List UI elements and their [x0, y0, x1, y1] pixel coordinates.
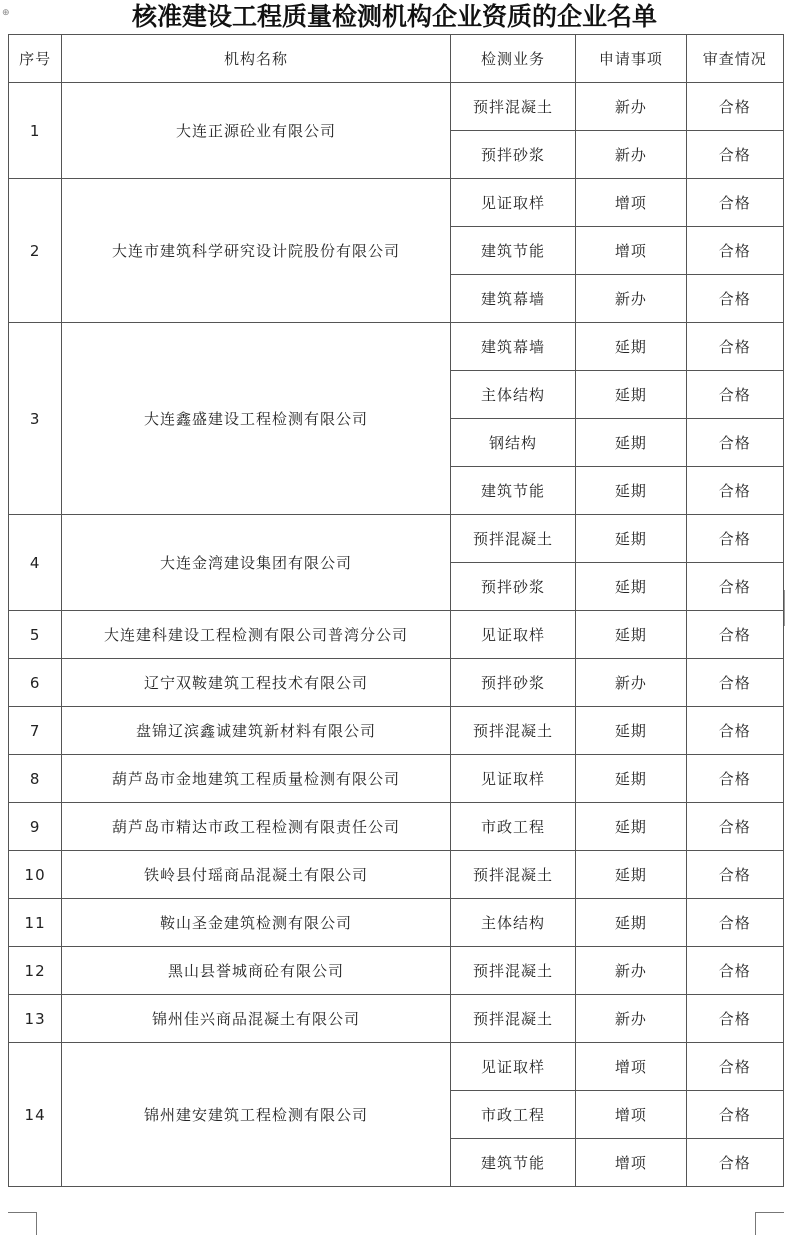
cell-review: 合格: [686, 515, 783, 563]
cell-no: 5: [9, 611, 62, 659]
cell-business: 钢结构: [450, 419, 575, 467]
cell-review: 合格: [686, 371, 783, 419]
cell-review: 合格: [686, 899, 783, 947]
cell-review: 合格: [686, 803, 783, 851]
table-row: [9, 851, 784, 899]
cell-review: 合格: [686, 179, 783, 227]
table-row: [9, 803, 784, 851]
table-row: [9, 1043, 784, 1091]
cell-no: 2: [9, 179, 62, 323]
table-row: [9, 899, 784, 947]
cell-company-name: 黑山县誉城商砼有限公司: [62, 947, 451, 995]
header-matter: 申请事项: [576, 35, 686, 83]
cell-matter: 新办: [576, 83, 686, 131]
table-row: [9, 179, 784, 227]
cell-business: 预拌混凝土: [450, 515, 575, 563]
page-corner-mark-right: [755, 1212, 784, 1235]
cell-business: 见证取样: [450, 1043, 575, 1091]
cell-review: 合格: [686, 1043, 783, 1091]
cell-review: 合格: [686, 659, 783, 707]
cell-review: 合格: [686, 275, 783, 323]
cell-business: 市政工程: [450, 803, 575, 851]
cell-no: 9: [9, 803, 62, 851]
header-review: 审查情况: [686, 35, 783, 83]
cell-review: 合格: [686, 131, 783, 179]
cell-company-name: 辽宁双鞍建筑工程技术有限公司: [62, 659, 451, 707]
cell-review: 合格: [686, 707, 783, 755]
cell-matter: 增项: [576, 1091, 686, 1139]
cell-business: 建筑节能: [450, 1139, 575, 1187]
cell-matter: 延期: [576, 899, 686, 947]
cell-company-name: 盘锦辽滨鑫诚建筑新材料有限公司: [62, 707, 451, 755]
cell-matter: 增项: [576, 227, 686, 275]
cell-no: 11: [9, 899, 62, 947]
table-row: [9, 995, 784, 1043]
cell-company-name: 锦州建安建筑工程检测有限公司: [62, 1043, 451, 1187]
cell-business: 预拌混凝土: [450, 83, 575, 131]
cell-review: 合格: [686, 419, 783, 467]
cell-business: 预拌混凝土: [450, 707, 575, 755]
cell-review: 合格: [686, 1091, 783, 1139]
cell-matter: 延期: [576, 707, 686, 755]
cell-matter: 延期: [576, 323, 686, 371]
cell-matter: 延期: [576, 515, 686, 563]
page-edge-mark: [784, 590, 785, 626]
table-body: [9, 83, 784, 1187]
cell-business: 见证取样: [450, 755, 575, 803]
cell-no: 4: [9, 515, 62, 611]
cell-company-name: 大连正源砼业有限公司: [62, 83, 451, 179]
cell-company-name: 大连鑫盛建设工程检测有限公司: [62, 323, 451, 515]
cell-matter: 新办: [576, 947, 686, 995]
cell-no: 8: [9, 755, 62, 803]
cell-company-name: 葫芦岛市金地建筑工程质量检测有限公司: [62, 755, 451, 803]
table-row: [9, 515, 784, 563]
cell-business: 建筑节能: [450, 467, 575, 515]
company-table: [8, 34, 784, 1187]
cell-matter: 延期: [576, 467, 686, 515]
cell-business: 见证取样: [450, 611, 575, 659]
cell-review: 合格: [686, 851, 783, 899]
cell-business: 预拌混凝土: [450, 851, 575, 899]
cell-no: 1: [9, 83, 62, 179]
cell-review: 合格: [686, 995, 783, 1043]
header-row: [9, 35, 784, 83]
anchor-icon: ⊕: [2, 8, 10, 18]
cell-matter: 新办: [576, 995, 686, 1043]
cell-no: 6: [9, 659, 62, 707]
cell-company-name: 大连金湾建设集团有限公司: [62, 515, 451, 611]
cell-business: 预拌砂浆: [450, 131, 575, 179]
cell-matter: 延期: [576, 755, 686, 803]
table-row: [9, 755, 784, 803]
cell-matter: 延期: [576, 803, 686, 851]
cell-business: 见证取样: [450, 179, 575, 227]
cell-matter: 延期: [576, 419, 686, 467]
cell-business: 市政工程: [450, 1091, 575, 1139]
table-row: [9, 611, 784, 659]
page-title: 核准建设工程质量检测机构企业资质的企业名单: [131, 2, 657, 31]
cell-business: 主体结构: [450, 899, 575, 947]
table-row: [9, 707, 784, 755]
page-corner-mark-left: [8, 1212, 37, 1235]
cell-matter: 延期: [576, 563, 686, 611]
cell-business: 预拌砂浆: [450, 659, 575, 707]
cell-review: 合格: [686, 83, 783, 131]
cell-matter: 增项: [576, 1043, 686, 1091]
cell-matter: 新办: [576, 659, 686, 707]
header-name: 机构名称: [62, 35, 451, 83]
cell-matter: 延期: [576, 611, 686, 659]
cell-review: 合格: [686, 227, 783, 275]
cell-business: 建筑节能: [450, 227, 575, 275]
cell-business: 建筑幕墙: [450, 275, 575, 323]
cell-review: 合格: [686, 467, 783, 515]
cell-company-name: 锦州佳兴商品混凝土有限公司: [62, 995, 451, 1043]
cell-company-name: 大连建科建设工程检测有限公司普湾分公司: [62, 611, 451, 659]
cell-business: 预拌混凝土: [450, 995, 575, 1043]
cell-no: 7: [9, 707, 62, 755]
cell-matter: 新办: [576, 275, 686, 323]
table-row: [9, 323, 784, 371]
cell-review: 合格: [686, 947, 783, 995]
cell-business: 主体结构: [450, 371, 575, 419]
cell-review: 合格: [686, 611, 783, 659]
cell-matter: 增项: [576, 1139, 686, 1187]
cell-business: 预拌混凝土: [450, 947, 575, 995]
cell-business: 预拌砂浆: [450, 563, 575, 611]
table-row: [9, 83, 784, 131]
cell-no: 14: [9, 1043, 62, 1187]
cell-business: 建筑幕墙: [450, 323, 575, 371]
cell-review: 合格: [686, 1139, 783, 1187]
cell-matter: 新办: [576, 131, 686, 179]
table-row: [9, 659, 784, 707]
cell-no: 12: [9, 947, 62, 995]
header-business: 检测业务: [450, 35, 575, 83]
cell-no: 10: [9, 851, 62, 899]
cell-matter: 增项: [576, 179, 686, 227]
cell-company-name: 大连市建筑科学研究设计院股份有限公司: [62, 179, 451, 323]
cell-review: 合格: [686, 755, 783, 803]
cell-company-name: 葫芦岛市精达市政工程检测有限责任公司: [62, 803, 451, 851]
cell-matter: 延期: [576, 371, 686, 419]
cell-review: 合格: [686, 323, 783, 371]
cell-matter: 延期: [576, 851, 686, 899]
header-no: 序号: [9, 35, 62, 83]
cell-no: 13: [9, 995, 62, 1043]
cell-review: 合格: [686, 563, 783, 611]
table-row: [9, 947, 784, 995]
cell-company-name: 铁岭县付瑶商品混凝土有限公司: [62, 851, 451, 899]
cell-no: 3: [9, 323, 62, 515]
cell-company-name: 鞍山圣金建筑检测有限公司: [62, 899, 451, 947]
